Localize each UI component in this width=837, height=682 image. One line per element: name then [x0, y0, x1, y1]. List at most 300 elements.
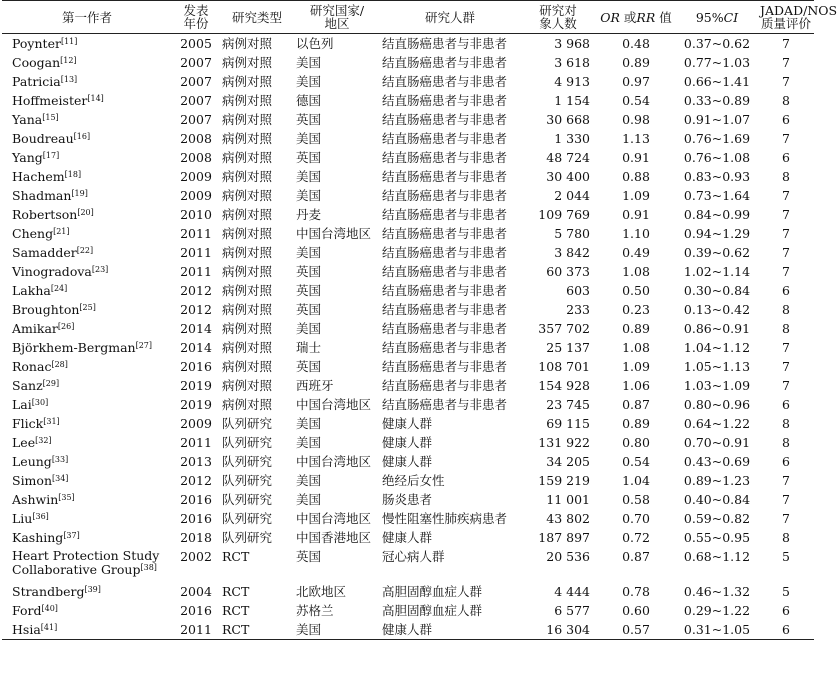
cell-score: 6: [782, 150, 790, 165]
cell-year: 2011: [180, 622, 212, 637]
cell-design: 病例对照: [222, 245, 273, 260]
cell-design: 病例对照: [222, 169, 273, 184]
cell-ci: 0.46~1.32: [683, 584, 751, 599]
reference-number: [23]: [91, 265, 109, 274]
cell-ci: 0.29~1.22: [683, 603, 751, 618]
cell-year: 2016: [180, 359, 212, 374]
cell-or-rr: 0.91: [622, 150, 650, 165]
cell-population: 结直肠癌患者与非患者: [382, 74, 508, 89]
cell-country: 德国: [296, 93, 322, 108]
cell-score: 7: [782, 207, 790, 222]
cell-year: 2012: [180, 283, 212, 298]
cell-score: 7: [782, 473, 790, 488]
header-sample: 研究对 象人数: [539, 3, 577, 31]
reference-number: [32]: [35, 436, 52, 445]
reference-number: [22]: [76, 246, 94, 255]
cell-author: [2, 528, 172, 547]
cell-design: 队列研究: [222, 435, 273, 450]
cell-ci: 0.76~1.08: [683, 150, 751, 165]
table-row: [2, 72, 814, 91]
cell-score: 8: [782, 302, 790, 317]
reference-number: [15]: [42, 113, 59, 122]
cell-design: 病例对照: [222, 36, 273, 51]
cell-country: 美国: [296, 188, 322, 203]
author-name: Leung: [12, 454, 52, 469]
cell-or-rr: 0.89: [622, 55, 650, 70]
table-header-row: [2, 1, 814, 34]
cell-design: 病例对照: [222, 321, 273, 336]
author-name: Björkhem-Bergman: [12, 340, 136, 355]
table-row: [2, 319, 814, 338]
cell-ci: 0.94~1.29: [683, 226, 751, 241]
cell-author: [2, 509, 172, 528]
cell-design: 病例对照: [222, 188, 273, 203]
header-country: 研究国家/ 地区: [309, 3, 365, 31]
author-name: Flick: [12, 416, 44, 431]
cell-author: [2, 53, 172, 72]
cell-year: 2007: [180, 74, 212, 89]
table-row: [2, 395, 814, 414]
cell-author: [2, 490, 172, 509]
cell-country: 西班牙: [296, 378, 334, 393]
cell-sample: 159 219: [538, 473, 590, 488]
cell-or-rr: 0.70: [622, 511, 650, 526]
cell-score: 6: [782, 603, 790, 618]
author-name: Hachem: [12, 169, 65, 184]
cell-ci: 0.40~0.84: [683, 492, 751, 507]
cell-sample: 154 928: [538, 378, 590, 393]
table-row: [2, 34, 814, 54]
cell-ci: 0.76~1.69: [683, 131, 751, 146]
cell-author: [2, 601, 172, 620]
cell-or-rr: 0.48: [622, 36, 650, 51]
header-score: JADAD/NOS 质量评价: [760, 3, 837, 31]
cell-country: 美国: [296, 131, 322, 146]
table-row: [2, 205, 814, 224]
author-name: Lee: [12, 435, 36, 450]
author-name: Samadder: [12, 245, 77, 260]
cell-or-rr: 0.89: [622, 321, 650, 336]
cell-author: [2, 186, 172, 205]
cell-country: 美国: [296, 321, 322, 336]
cell-ci: 0.30~0.84: [683, 283, 751, 298]
cell-ci: 0.80~0.96: [683, 397, 751, 412]
cell-year: 2002: [180, 549, 212, 564]
author-name: Broughton: [12, 302, 80, 317]
cell-or-rr: 0.80: [622, 435, 650, 450]
cell-or-rr: 0.87: [622, 397, 650, 412]
cell-score: 7: [782, 55, 790, 70]
cell-score: 7: [782, 264, 790, 279]
cell-sample: 25 137: [546, 340, 590, 355]
cell-design: 病例对照: [222, 93, 273, 108]
cell-author: [2, 338, 172, 357]
cell-author: [2, 319, 172, 338]
header-year: 发表 年份: [183, 3, 209, 31]
cell-ci: 0.13~0.42: [683, 302, 751, 317]
cell-design: 病例对照: [222, 131, 273, 146]
cell-design: 病例对照: [222, 226, 273, 241]
reference-number: [33]: [51, 455, 69, 464]
reference-number: [17]: [42, 151, 60, 160]
cell-sample: 603: [566, 283, 590, 298]
cell-country: 中国台湾地区: [296, 454, 372, 469]
cell-or-rr: 1.08: [622, 264, 650, 279]
cell-or-rr: 0.88: [622, 169, 650, 184]
cell-or-rr: 0.97: [622, 74, 650, 89]
cell-or-rr: 0.50: [622, 283, 650, 298]
reference-number: [39]: [84, 585, 101, 594]
cell-sample: 4 444: [554, 584, 590, 599]
cell-population: 高胆固醇血症人群: [382, 584, 483, 599]
header-or-rr: OR 或RR 值: [600, 9, 672, 25]
cell-design: RCT: [222, 549, 250, 564]
cell-score: 8: [782, 530, 790, 545]
cell-population: 结直肠癌患者与非患者: [382, 55, 508, 70]
author-name: Hoffmeister: [12, 93, 88, 108]
table-row: [2, 582, 814, 601]
cell-design: 病例对照: [222, 74, 273, 89]
cell-score: 7: [782, 492, 790, 507]
author-name: Vinogradova: [12, 264, 92, 279]
cell-country: 美国: [296, 416, 322, 431]
author-name: Lai: [12, 397, 32, 412]
cell-year: 2009: [180, 416, 212, 431]
cell-sample: 48 724: [546, 150, 590, 165]
cell-ci: 0.73~1.64: [683, 188, 751, 203]
cell-population: 结直肠癌患者与非患者: [382, 169, 508, 184]
cell-year: 2016: [180, 492, 212, 507]
reference-number: [28]: [51, 360, 68, 369]
cell-year: 2014: [180, 340, 212, 355]
cell-ci: 1.03~1.09: [683, 378, 751, 393]
reference-number: [26]: [57, 322, 75, 331]
reference-number: [38]: [140, 563, 157, 572]
cell-country: 美国: [296, 55, 322, 70]
cell-population: 绝经后女性: [382, 473, 445, 488]
cell-or-rr: 0.57: [622, 622, 650, 637]
cell-population: 健康人群: [382, 622, 433, 637]
cell-design: 病例对照: [222, 397, 273, 412]
cell-author: [2, 281, 172, 300]
cell-population: 结直肠癌患者与非患者: [382, 150, 508, 165]
table-row: [2, 471, 814, 490]
table-body: [2, 34, 814, 640]
cell-design: 病例对照: [222, 55, 273, 70]
reference-number: [13]: [60, 75, 78, 84]
cell-population: 结直肠癌患者与非患者: [382, 36, 508, 51]
reference-number: [34]: [52, 474, 69, 483]
cell-score: 8: [782, 435, 790, 450]
cell-sample: 69 115: [546, 416, 590, 431]
author-name: Robertson: [12, 207, 78, 222]
cell-design: 病例对照: [222, 302, 273, 317]
cell-country: 美国: [296, 473, 322, 488]
cell-year: 2010: [180, 207, 212, 222]
table-row: [2, 129, 814, 148]
reference-number: [19]: [71, 189, 88, 198]
table-row: [2, 433, 814, 452]
reference-number: [16]: [73, 132, 91, 141]
cell-year: 2008: [180, 131, 212, 146]
cell-ci: 0.77~1.03: [683, 55, 751, 70]
cell-population: 健康人群: [382, 530, 433, 545]
cell-author: [2, 547, 172, 582]
cell-year: 2018: [180, 530, 212, 545]
cell-ci: 0.55~0.95: [683, 530, 751, 545]
cell-score: 8: [782, 321, 790, 336]
cell-author: [2, 471, 172, 490]
table-row: [2, 357, 814, 376]
author-name: Strandberg: [12, 584, 85, 599]
cell-sample: 109 769: [538, 207, 590, 222]
cell-score: 5: [782, 549, 790, 564]
cell-design: RCT: [222, 603, 250, 618]
cell-year: 2012: [180, 473, 212, 488]
cell-population: 结直肠癌患者与非患者: [382, 131, 508, 146]
cell-population: 健康人群: [382, 454, 433, 469]
cell-design: 病例对照: [222, 112, 273, 127]
cell-population: 结直肠癌患者与非患者: [382, 112, 508, 127]
cell-ci: 0.39~0.62: [683, 245, 751, 260]
cell-ci: 0.86~0.91: [683, 321, 751, 336]
cell-ci: 1.02~1.14: [683, 264, 751, 279]
author-name: Cheng: [12, 226, 54, 241]
cell-score: 7: [782, 245, 790, 260]
cell-score: 7: [782, 188, 790, 203]
cell-country: 北欧地区: [296, 584, 347, 599]
cell-or-rr: 1.10: [622, 226, 650, 241]
author-name: Kashing: [12, 530, 64, 545]
cell-or-rr: 1.13: [622, 131, 650, 146]
reference-number: [14]: [87, 94, 104, 103]
cell-population: 健康人群: [382, 435, 433, 450]
cell-design: 队列研究: [222, 530, 273, 545]
cell-sample: 4 913: [554, 74, 590, 89]
cell-score: 6: [782, 112, 790, 127]
cell-ci: 1.04~1.12: [683, 340, 751, 355]
cell-or-rr: 1.09: [622, 188, 650, 203]
cell-country: 英国: [296, 359, 322, 374]
table-row: [2, 300, 814, 319]
cell-author: [2, 72, 172, 91]
table-row: [2, 452, 814, 471]
cell-author: [2, 414, 172, 433]
cell-author: [2, 167, 172, 186]
cell-sample: 11 001: [546, 492, 590, 507]
cell-design: 病例对照: [222, 283, 273, 298]
table-row: [2, 509, 814, 528]
reference-number: [18]: [64, 170, 82, 179]
reference-number: [37]: [63, 531, 80, 540]
reference-number: [36]: [32, 512, 49, 521]
cell-ci: 0.89~1.23: [683, 473, 751, 488]
cell-country: 美国: [296, 435, 322, 450]
cell-population: 结直肠癌患者与非患者: [382, 226, 508, 241]
cell-or-rr: 1.04: [622, 473, 650, 488]
cell-score: 8: [782, 416, 790, 431]
cell-score: 7: [782, 36, 790, 51]
cell-sample: 30 400: [546, 169, 590, 184]
cell-or-rr: 0.54: [622, 93, 650, 108]
cell-country: 美国: [296, 74, 322, 89]
cell-year: 2011: [180, 226, 212, 241]
cell-year: 2014: [180, 321, 212, 336]
cell-year: 2016: [180, 511, 212, 526]
cell-ci: 0.33~0.89: [683, 93, 751, 108]
cell-or-rr: 0.60: [622, 603, 650, 618]
author-name: Liu: [12, 511, 33, 526]
cell-ci: 0.68~1.12: [683, 549, 751, 564]
cell-country: 苏格兰: [296, 603, 334, 618]
cell-country: 英国: [296, 302, 322, 317]
cell-score: 7: [782, 340, 790, 355]
table-row: [2, 547, 814, 582]
author-name: Yang: [12, 150, 43, 165]
cell-population: 高胆固醇血症人群: [382, 603, 483, 618]
table-row: [2, 490, 814, 509]
cell-score: 7: [782, 226, 790, 241]
cell-ci: 0.91~1.07: [683, 112, 751, 127]
cell-country: 英国: [296, 283, 322, 298]
cell-population: 结直肠癌患者与非患者: [382, 207, 508, 222]
cell-sample: 3 968: [554, 36, 590, 51]
reference-number: [20]: [77, 208, 94, 217]
cell-country: 中国台湾地区: [296, 511, 372, 526]
author-name: Ronac: [12, 359, 52, 374]
cell-score: 8: [782, 169, 790, 184]
cell-or-rr: 0.58: [622, 492, 650, 507]
cell-author: [2, 582, 172, 601]
cell-year: 2011: [180, 245, 212, 260]
cell-or-rr: 0.78: [622, 584, 650, 599]
cell-author: [2, 224, 172, 243]
cell-or-rr: 0.49: [622, 245, 650, 260]
cell-country: 英国: [296, 549, 322, 564]
cell-ci: 0.59~0.82: [683, 511, 751, 526]
header-population: 研究人群: [424, 9, 475, 25]
table-row: [2, 620, 814, 640]
cell-ci: 0.84~0.99: [683, 207, 751, 222]
cell-population: 结直肠癌患者与非患者: [382, 397, 508, 412]
cell-author: [2, 34, 172, 54]
cell-design: 队列研究: [222, 511, 273, 526]
cell-year: 2009: [180, 169, 212, 184]
cell-or-rr: 0.98: [622, 112, 650, 127]
cell-population: 慢性阻塞性肺疾病患者: [382, 511, 508, 526]
cell-population: 结直肠癌患者与非患者: [382, 302, 508, 317]
cell-year: 2012: [180, 302, 212, 317]
table-row: [2, 376, 814, 395]
reference-number: [29]: [42, 379, 60, 388]
cell-author: [2, 300, 172, 319]
author-name: Patricia: [12, 74, 61, 89]
cell-author: [2, 262, 172, 281]
table-row: [2, 53, 814, 72]
cell-ci: 0.64~1.22: [683, 416, 751, 431]
table-row: [2, 91, 814, 110]
table-row: [2, 601, 814, 620]
reference-number: [11]: [60, 37, 78, 46]
cell-year: 2008: [180, 150, 212, 165]
cell-country: 中国台湾地区: [296, 226, 372, 241]
cell-country: 英国: [296, 264, 322, 279]
cell-sample: 5 780: [554, 226, 590, 241]
cell-design: 病例对照: [222, 378, 273, 393]
cell-year: 2011: [180, 435, 212, 450]
table-row: [2, 110, 814, 129]
cell-sample: 2 044: [554, 188, 590, 203]
header-author: 第一作者: [61, 9, 112, 25]
cell-year: 2011: [180, 264, 212, 279]
cell-country: 英国: [296, 112, 322, 127]
cell-country: 英国: [296, 150, 322, 165]
cell-author: [2, 357, 172, 376]
cell-sample: 23 745: [546, 397, 590, 412]
cell-country: 瑞士: [296, 340, 322, 355]
cell-score: 5: [782, 584, 790, 599]
cell-year: 2007: [180, 55, 212, 70]
cell-country: 美国: [296, 245, 322, 260]
cell-sample: 108 701: [538, 359, 590, 374]
cell-design: 病例对照: [222, 264, 273, 279]
author-name: Heart Protection Study Collaborative Group: [12, 548, 160, 577]
author-name: Hsia: [12, 622, 41, 637]
cell-design: 队列研究: [222, 492, 273, 507]
cell-design: 病例对照: [222, 207, 273, 222]
cell-sample: 131 922: [538, 435, 590, 450]
cell-year: 2009: [180, 188, 212, 203]
cell-year: 2007: [180, 93, 212, 108]
cell-sample: 20 536: [546, 549, 590, 564]
cell-ci: 0.70~0.91: [683, 435, 751, 450]
author-name: Coogan: [12, 55, 61, 70]
table-row: [2, 243, 814, 262]
author-name: Amikar: [12, 321, 58, 336]
cell-score: 6: [782, 397, 790, 412]
cell-population: 结直肠癌患者与非患者: [382, 264, 508, 279]
cell-population: 结直肠癌患者与非患者: [382, 340, 508, 355]
cell-sample: 1 330: [554, 131, 590, 146]
author-name: Yana: [12, 112, 43, 127]
study-characteristics-table: [2, 0, 837, 640]
reference-number: [31]: [43, 417, 60, 426]
cell-author: [2, 433, 172, 452]
table-row: [2, 224, 814, 243]
cell-sample: 187 897: [538, 530, 590, 545]
cell-population: 结直肠癌患者与非患者: [382, 283, 508, 298]
cell-score: 7: [782, 378, 790, 393]
cell-ci: 0.83~0.93: [683, 169, 751, 184]
reference-number: [24]: [50, 284, 68, 293]
cell-design: 队列研究: [222, 473, 273, 488]
reference-number: [25]: [79, 303, 96, 312]
cell-population: 结直肠癌患者与非患者: [382, 378, 508, 393]
cell-score: 7: [782, 359, 790, 374]
cell-author: [2, 91, 172, 110]
cell-or-rr: 1.09: [622, 359, 650, 374]
cell-design: 病例对照: [222, 150, 273, 165]
cell-design: RCT: [222, 584, 250, 599]
cell-author: [2, 205, 172, 224]
reference-number: [41]: [40, 623, 58, 632]
table-row: [2, 528, 814, 547]
cell-sample: 43 802: [546, 511, 590, 526]
cell-country: 美国: [296, 622, 322, 637]
cell-ci: 0.43~0.69: [683, 454, 751, 469]
cell-score: 6: [782, 622, 790, 637]
cell-design: 病例对照: [222, 359, 273, 374]
